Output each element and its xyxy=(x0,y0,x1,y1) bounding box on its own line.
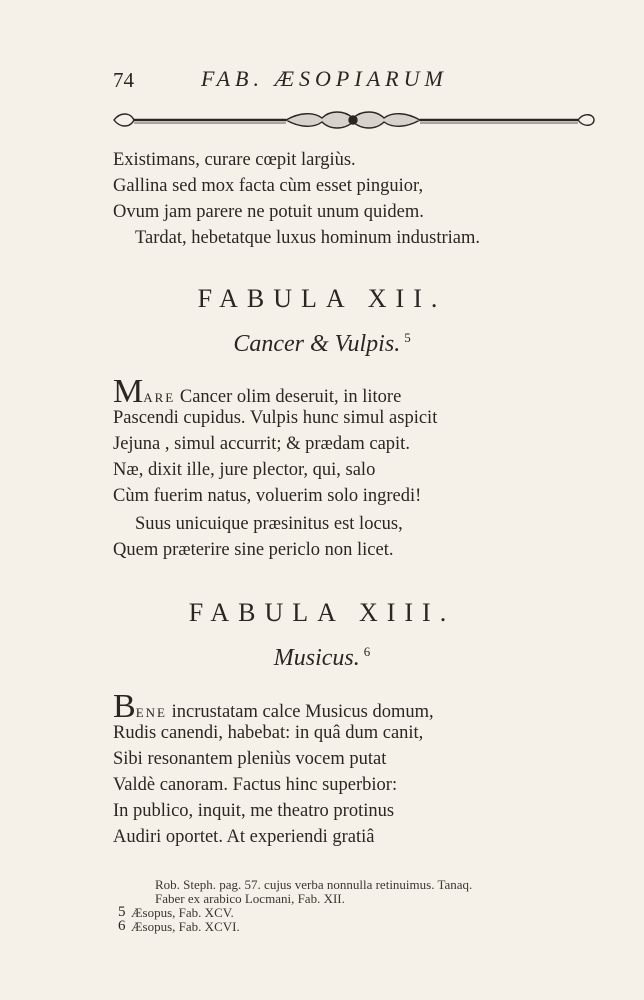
initial-small-caps: ARE xyxy=(143,390,176,405)
verse-line: Valdè canoram. Factus hinc superbior: xyxy=(113,775,398,795)
initial-small-caps: ENE xyxy=(135,705,167,720)
footnote-5: Æsopus, Fab. XCV. xyxy=(131,905,234,920)
initial-letter: M xyxy=(113,373,144,410)
footnote-number-5: 5 xyxy=(118,904,126,920)
footnote-line: Rob. Steph. pag. 57. cujus verba nonnulla retinuimus. Tanaq. xyxy=(155,877,473,892)
moral-line: Suus unicuique præsinitus est locus, xyxy=(135,514,403,534)
fable-13-subtitle xyxy=(0,644,644,672)
footnote-ref-6: 6 xyxy=(363,644,371,659)
verse-line: Jejuna , simul accurrit; & prædam capit. xyxy=(113,434,410,454)
moral-line: Quem præterire sine periclo non licet. xyxy=(113,540,394,560)
verse-line: Existimans, curare cœpit largiùs. xyxy=(113,150,356,170)
running-title: FAB. ÆSOPIARUM xyxy=(201,66,448,91)
verse-line: Audiri oportet. At experiendi gratiâ xyxy=(113,827,375,847)
verse-line: Gallina sed mox facta cùm esset pinguior, xyxy=(113,176,424,196)
footnote-6: Æsopus, Fab. XCVI. xyxy=(131,919,240,934)
initial-letter: B xyxy=(113,688,136,725)
verse-line: In publico, inquit, me theatro protinus xyxy=(113,801,395,821)
moral-line: Tardat, hebetatque luxus hominum industriam. xyxy=(135,228,480,248)
fable-13-title: FABULA XIII. xyxy=(188,598,456,627)
first-line-rest: Cancer olim deseruit, in litore xyxy=(175,387,402,407)
verse-line: Sibi resonantem pleniùs vocem putat xyxy=(113,749,387,769)
fable-12-subtitle xyxy=(0,330,644,358)
verse-line: Pascendi cupidus. Vulpis hunc simul aspicit xyxy=(113,408,438,428)
first-line-rest: incrustatam calce Musicus domum, xyxy=(166,702,434,722)
footnote-line: Faber ex arabico Locmani, Fab. XII. xyxy=(155,891,345,906)
verse-line: Næ, dixit ille, jure plector, qui, salo xyxy=(113,460,376,480)
fable-12-title: FABULA XII. xyxy=(197,284,447,313)
page-header xyxy=(113,66,533,96)
header-ornament xyxy=(108,106,598,134)
footnote-ref-5: 5 xyxy=(404,330,411,345)
fable-13-subtitle-text: Musicus. xyxy=(273,645,360,671)
footnote-number-6: 6 xyxy=(118,918,126,934)
verse-line: Cùm fuerim natus, voluerim solo ingredi! xyxy=(113,486,422,506)
fable-12-subtitle-text: Cancer & Vulpis. xyxy=(233,331,401,357)
page-number: 74 xyxy=(113,68,134,92)
verse-line: Rudis canendi, habebat: in quâ dum canit, xyxy=(113,723,424,743)
verse-line: Ovum jam parere ne potuit unum quidem. xyxy=(113,202,424,222)
